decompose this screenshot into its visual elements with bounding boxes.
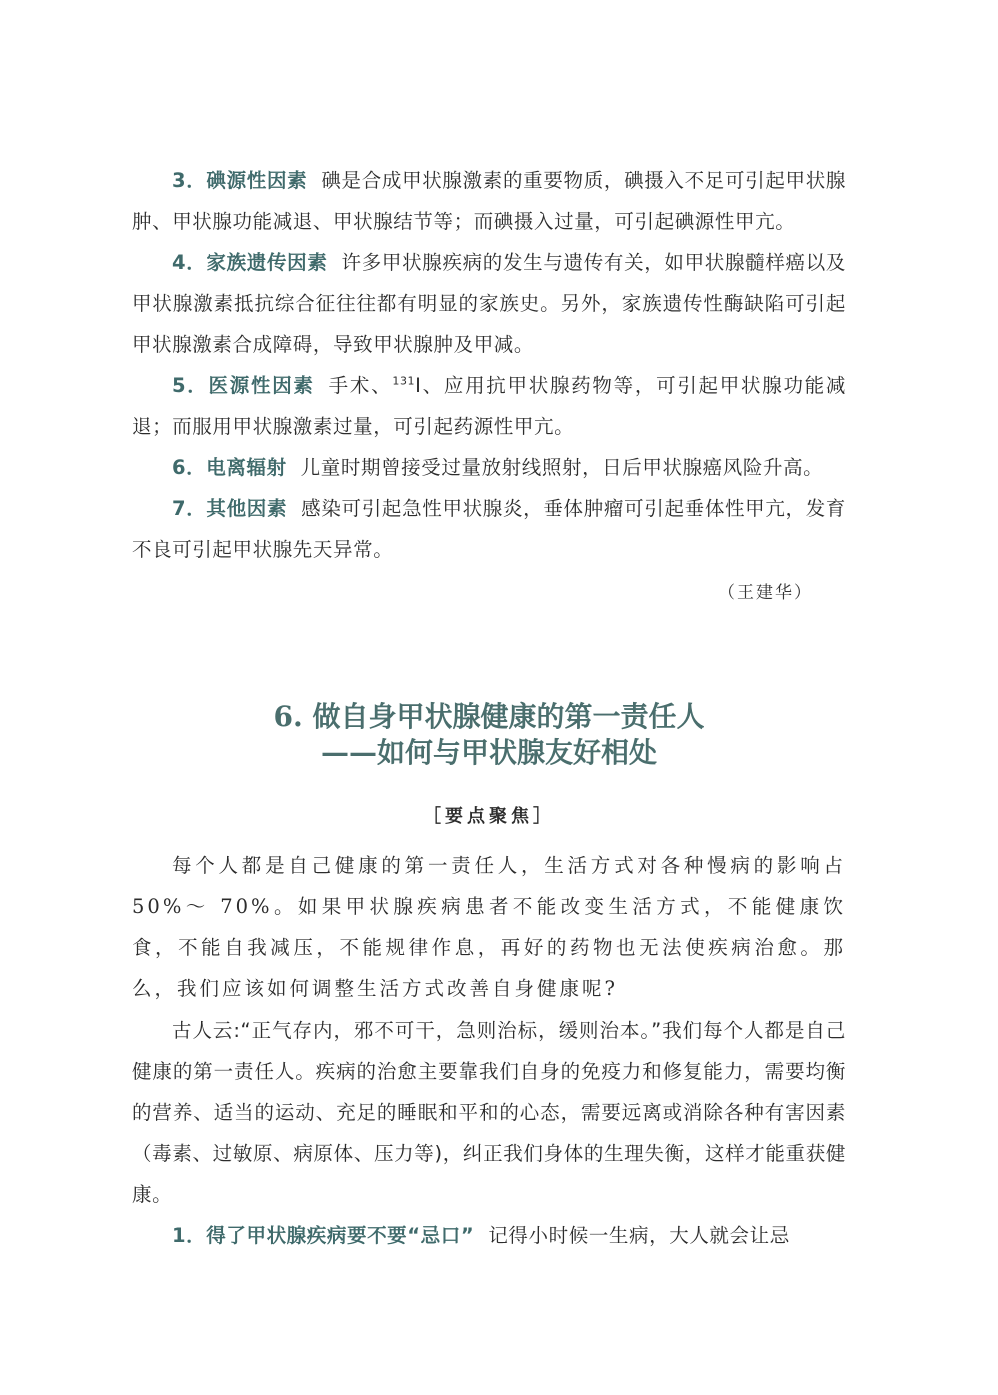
chapter-subtitle: ——如何与甲状腺友好相处 bbox=[320, 736, 657, 769]
item-text: 许多甲状腺疾病的发生与遗传有关，如甲状腺髓样癌以及甲状腺激素抵抗综合征往往都有明显的家族史。另外，家族遗传性酶缺陷可引起甲状腺激素合成障碍，导致甲状腺肿及甲减。 bbox=[132, 251, 846, 356]
item-text: 碘是合成甲状腺激素的重要物质，碘摄入不足可引起甲状腺肿、甲状腺功能减退、甲状腺结节等；而碘摄入过量，可引起碘源性甲亢。 bbox=[132, 169, 846, 233]
item-heading: 3．碘源性因素 bbox=[172, 169, 308, 192]
item-text: 感染可引起急性甲状腺炎，垂体肿瘤可引起垂体性甲亢，发育不良可引起甲状腺先天异常。 bbox=[132, 497, 847, 561]
paragraph-radiation bbox=[132, 447, 846, 488]
item-heading: 1．得了甲状腺疾病要不要“忌口” bbox=[172, 1224, 475, 1247]
item-text: I、应用抗甲状腺药物等，可引起甲状腺功能减退；而服用甲状腺激素过量，可引起药源性甲亢。 bbox=[132, 374, 846, 438]
isotope-superscript: 131 bbox=[392, 374, 416, 388]
item-heading: 7．其他因素 bbox=[172, 497, 288, 520]
item-heading: 5．医源性因素 bbox=[172, 374, 315, 397]
item-text: 儿童时期曾接受过量放射线照射，日后甲状腺癌风险升高。 bbox=[300, 456, 824, 479]
paragraph-diet bbox=[132, 1215, 846, 1256]
paragraph-iatrogenic bbox=[132, 365, 846, 447]
section-heading: ［要点聚焦］ bbox=[423, 806, 555, 827]
item-text: 手术、 bbox=[328, 374, 393, 397]
focus-paragraph: 每个人都是自己健康的第一责任人，生活方式对各种慢病的影响占50%～ 70%。如果甲状腺疾病患者不能改变生活方式，不能健康饮食，不能自我减压，不能规律作息，再好的药物也无法使疾病治愈。那么，我们应该如何调整生活方式改善自身健康呢? bbox=[132, 854, 846, 1000]
paragraph-iodine bbox=[132, 160, 846, 242]
item-text: 记得小时候一生病，大人就会让忌 bbox=[488, 1224, 790, 1247]
item-heading: 6．电离辐射 bbox=[172, 456, 287, 479]
author-credit: （王建华） bbox=[718, 583, 813, 603]
paragraph-family-genetic bbox=[132, 242, 846, 365]
chapter-title: 6. 做自身甲状腺健康的第一责任人 bbox=[273, 700, 705, 733]
paragraph-other bbox=[132, 488, 846, 570]
item-heading: 4．家族遗传因素 bbox=[172, 251, 328, 274]
body-paragraph: 古人云:“正气存内，邪不可干，急则治标，缓则治本。”我们每个人都是自己健康的第一责任人。疾病的治愈主要靠我们自身的免疫力和修复能力，需要均衡的营养、适当的运动、充足的睡眠和平和的心态，需要远离或消除各种有害因素（毒素、过敏原、病原体、压力等)，纠正我们身体的生理失衡，这样才能重获健康。 bbox=[132, 1019, 846, 1206]
